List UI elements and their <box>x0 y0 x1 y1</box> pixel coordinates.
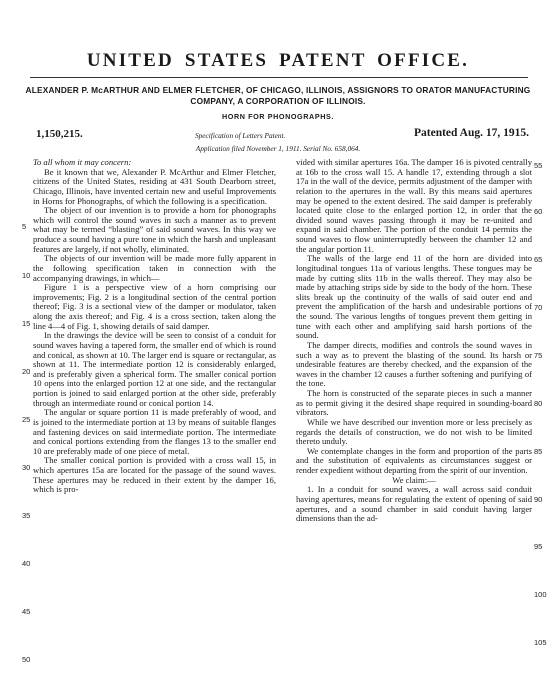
office-title: UNITED STATES PATENT OFFICE. <box>86 50 470 71</box>
paragraph: The angular or square portion 11 is made preferably of wood, and is joined to the intermediate portion at 13 by means of suitable flanges and fastening devices on said intermediate portion. The intermediate and conical portions extending from the flanges 13 to the smaller end 10 are preferably made of one piece of metal. <box>33 407 276 456</box>
paragraph: vided with similar apertures 16a. The damper 16 is pivoted centrally at 16b to the cross wall 15. A handle 17, extending through a slot 17a in the wall of the device, permits adjustment of the damper with relation to the apertures in the wall. By this means said apertures may be opened to the extent desired. The said damper is preferably located quite close to the enlarged portion 12, in order that the divided sound waves passing through it may be re-united and expand in said chamber. The portion of the conduit 14 permits the sound waves to flow uninterruptedly between the chamber 12 and the angular portion 11. <box>296 157 532 254</box>
claims-heading: We claim:— <box>392 474 436 485</box>
specification-label: Specification of Letters Patent. <box>195 131 286 140</box>
line-number: 105 <box>534 638 547 647</box>
line-number: 60 <box>534 207 543 216</box>
paragraph: Be it known that we, Alexander P. McArthur and Elmer Fletcher, citizens of the United States, residing at 431 South Dearborn street, Chicago, Illinois, have invented certain new and useful Improvements in Horns for Phonographs, of which the following is a specification. <box>33 166 276 206</box>
line-number: 15 <box>22 319 31 328</box>
paragraph: Figure 1 is a perspective view of a horn comprising our improvements; Fig. 2 is a longitudinal section of the central portion thereof; Fig. 3 is a sectional view of the damper or modulator, taken along the axis thereof; and Fig. 4 is a cross section, taken along the line 4—4 of Fig. 1, showing details of said damper. <box>33 282 276 331</box>
line-number: 10 <box>22 271 31 280</box>
application-info: Application filed November 1, 1911. Serial No. 658,064. <box>195 144 361 153</box>
line-number: 70 <box>534 303 543 312</box>
patented-date: Patented Aug. 17, 1915. <box>414 127 529 139</box>
line-number: 75 <box>534 351 543 360</box>
left-column <box>33 158 276 495</box>
line-number: 30 <box>22 463 31 472</box>
line-number: 50 <box>22 655 31 664</box>
paragraph: The walls of the large end 11 of the horn are divided into longitudinal tongues 11a of various lengths. These tongues may be made by cutting slits 11b in the walls thereof. They may also be made by attaching strips side by side to the body of the horn. These slits break up the continuity of the walls of said outer end and prevent the amplification of the harsh and undesirable portions of the sound. The various lengths of tongues prevent them getting in tune with each other and amplifying said harsh portions of the sound. <box>296 253 532 341</box>
paragraph: In the drawings the device will be seen to consist of a conduit for sound waves having a tapered form, the smaller end of which is round and conical, as shown at 10. The larger end is square or rectangular, as shown at 11. The intermediate portion 12 is considerably enlarged, and is preferably given a spherical form. The smaller conical portion 10 opens into the enlarged portion 12 at one side, and the rectangular portion is joined to said enlarged portion at the other side, preferably through an intermediate round or conical portion 14. <box>33 330 276 408</box>
line-number: 20 <box>22 367 31 376</box>
paragraph: The smaller conical portion is provided with a cross wall 15, in which apertures 15a are located for the passage of the sound waves. These apertures may be reduced in their extent by the damper 16, which is pro- <box>33 455 276 495</box>
line-number: 25 <box>22 415 31 424</box>
line-number: 95 <box>534 542 543 551</box>
paragraph: The damper directs, modifies and controls the sound waves in such a way as to prevent the blasting of the sound. Its harsh or undesirable features are thereby checked, and the expansion of the waves in the chamber 12 causes a further softening and purifying of the tone. <box>296 339 532 389</box>
line-number: 45 <box>22 607 31 616</box>
salutation: To all whom it may concern: <box>33 157 132 167</box>
paragraph: The horn is constructed of the separate pieces in such a manner as to permit giving it the desired shape required in sounding-board vibrators. <box>296 388 532 418</box>
line-number: 55 <box>534 161 543 170</box>
line-number: 85 <box>534 447 543 456</box>
line-number: 5 <box>22 222 27 231</box>
claim: 1. In a conduit for sound waves, a wall across said conduit having apertures, means for regulating the extent of opening of said apertures, and a sound chamber in said conduit having larger dimensions than the ad- <box>296 484 532 524</box>
patent-subject: HORN FOR PHONOGRAPHS. <box>221 112 335 121</box>
header-rule <box>30 77 528 78</box>
paragraph: We contemplate changes in the form and proportion of the parts and the substitution of equivalents as circumstances suggest or render expedient without departing from the spirit of our invention. <box>296 445 532 475</box>
line-number: 65 <box>534 255 543 264</box>
paragraph: While we have described our invention more or less precisely as regards the details of construction, we do not wish to be limited thereto unduly. <box>296 416 532 447</box>
line-number: 90 <box>534 495 543 504</box>
paragraph: The object of our invention is to provide a horn for phonographs which will control the sound waves in such a manner as to prevent what may be termed “blasting” of said sound waves. In this way we produce a sound having a pure tone in which the harsh and unpleasant features are largely, if not wholly, eliminated. <box>33 205 276 254</box>
paragraph: The objects of our invention will be made more fully apparent in the following specification taken in connection with the accompanying drawings, in which— <box>33 253 276 283</box>
line-number: 80 <box>534 399 543 408</box>
line-number: 35 <box>22 511 31 520</box>
inventors-line: ALEXANDER P. McARTHUR AND ELMER FLETCHER, OF CHICAGO, ILLINOIS, ASSIGNORS TO ORATOR MANUFACTURING COMPANY, A CORPORATION OF ILLINOIS. <box>25 85 531 106</box>
line-number: 100 <box>534 590 547 599</box>
right-column <box>296 158 532 524</box>
patent-number: 1,150,215. <box>36 128 83 140</box>
line-number: 40 <box>22 559 31 568</box>
